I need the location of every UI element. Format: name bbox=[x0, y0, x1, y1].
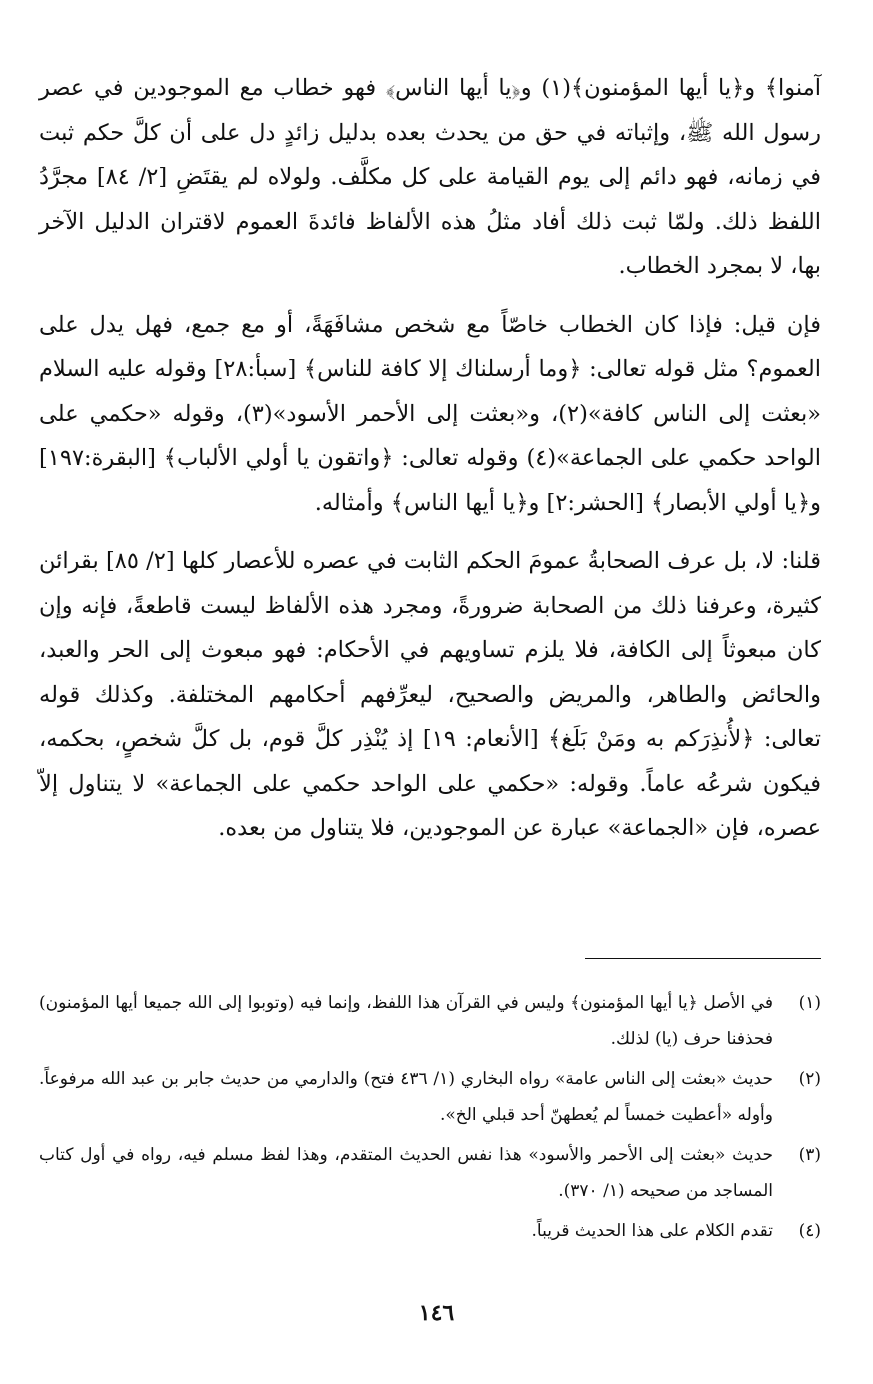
paragraph-2: فإن قيل: فإذا كان الخطاب خاصّاً مع شخص مشافَهَةً، أو مع جمع، فهل يدل على العموم؟ مثل قوله تعالى: ﴿وما أرسلناك إلا كافة للناس﴾ [سبأ:٢٨] وقوله عليه السلام «بعثت إلى الناس كافة»(٢)، و«بعثت إلى الأحمر الأسود»(٣)، وقوله «حكمي على الواحد حكمي على الجماعة»(٤) وقوله تعالى: ﴿واتقون يا أولي الألباب﴾ [البقرة:١٩٧] و﴿يا أولي الأبصار﴾ [الحشر:٢] و﴿يا أيها الناس﴾ وأمثاله. bbox=[39, 311, 821, 516]
footnote-number: (١) bbox=[798, 993, 821, 1013]
footnotes bbox=[39, 985, 821, 1253]
footnote-1 bbox=[39, 985, 821, 1057]
footnote-text: حديث «بعثت إلى الناس عامة» رواه البخاري (١/ ٤٣٦ فتح) والدارمي من حديث جابر بن عبد الله مرفوعاً. وأوله «أعطيت خمساً لم يُعطهنّ أحد قبلي الخ». bbox=[39, 1069, 773, 1125]
footnote-number: (٢) bbox=[798, 1069, 821, 1089]
footnote-4 bbox=[39, 1213, 821, 1249]
footnote-2 bbox=[39, 1061, 821, 1133]
footnote-number: (٤) bbox=[798, 1221, 821, 1241]
paragraph-1: آمنوا﴾ و﴿يا أيها المؤمنون﴾(١) و﴿يا أيها الناس﴾ فهو خطاب مع الموجودين في عصر رسول الله ﷺ، وإثباته في حق من يحدث بعده بدليل زائدٍ دل على أن كلَّ حكم ثبت في زمانه، فهو دائم إلى يوم القيامة على كل مكلَّف. ولولاه لم يقتَضِ [٢/ ٨٤] مجرَّدُ اللفظ ذلك. ولمّا ثبت ذلك أفاد مثلُ هذه الألفاظ فائدةَ العموم لاقتران الدليل الآخر بها، لا بمجرد الخطاب. bbox=[39, 75, 822, 279]
page-number: ١٤٦ bbox=[418, 1300, 455, 1326]
main-text bbox=[39, 66, 821, 851]
footnote-separator bbox=[585, 958, 821, 959]
footnote-text: تقدم الكلام على هذا الحديث قريباً. bbox=[531, 1221, 773, 1241]
footnote-text: في الأصل ﴿يا أيها المؤمنون﴾ وليس في القرآن هذا اللفظ، وإنما فيه (وتوبوا إلى الله جميعا أيها المؤمنون) فحذفنا حرف (يا) لذلك. bbox=[39, 993, 773, 1049]
footnote-text: حديث «بعثت إلى الأحمر والأسود» هذا نفس الحديث المتقدم، وهذا لفظ مسلم فيه، رواه في أول كتاب المساجد من صحيحه (١/ ٣٧٠). bbox=[39, 1145, 773, 1201]
footnote-3 bbox=[39, 1137, 821, 1209]
paragraph-3: قلنا: لا، بل عرف الصحابةُ عمومَ الحكم الثابت في عصره للأعصار كلها [٢/ ٨٥] بقرائن كثيرة، وعرفنا ذلك من الصحابة ضرورةً، ومجرد هذه الألفاظ ليست قاطعةً، فإنه وإن كان مبعوثاً إلى الكافة، فلا يلزم تساويهم في الأحكام: فهو مبعوث إلى الحر والعبد، والحائض والطاهر، والمريض والصحيح، ليعرِّفهم أحكامهم المختلفة. وكذلك قوله تعالى: ﴿لأُنذِرَكم به ومَنْ بَلَغ﴾ [الأنعام: ١٩] إذ يُنْذِر كلَّ قوم، بل كلَّ شخصٍ، بحكمه، فيكون شرعُه عاماً. وقوله: «حكمي على الواحد حكمي على الجماعة» لا يتناول إلاّ عصره، فإن «الجماعة» عبارة عن الموجودين، فلا يتناول من بعده. bbox=[39, 548, 821, 841]
footnote-number: (٣) bbox=[798, 1145, 821, 1165]
